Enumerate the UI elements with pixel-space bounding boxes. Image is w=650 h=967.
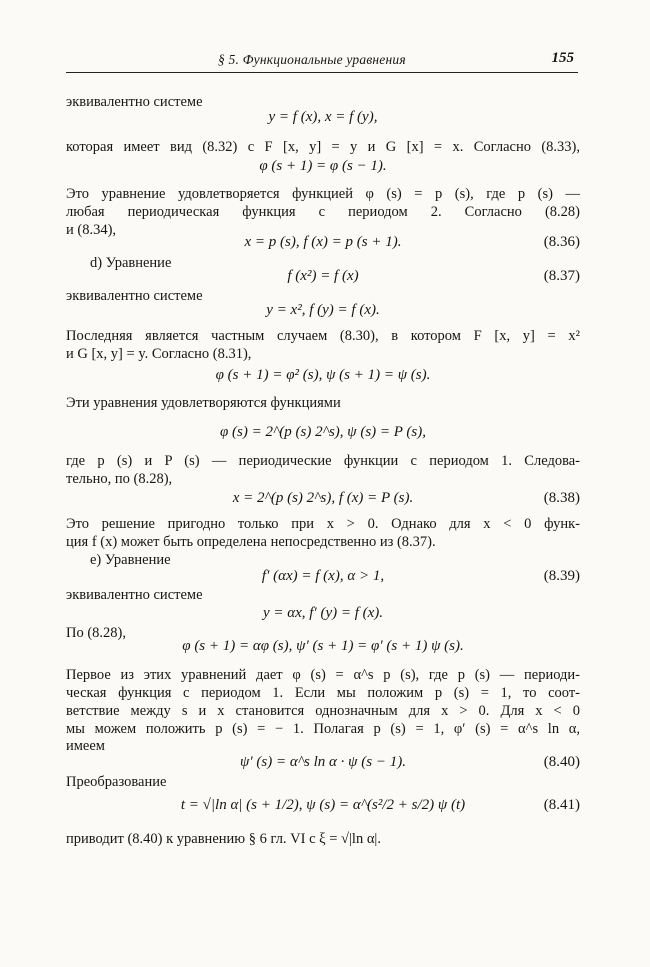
text-line: e) Уравнение — [90, 552, 171, 568]
formula-text: y = αx, f′ (y) = f (x). — [262, 605, 384, 621]
text-line: имеем — [66, 738, 105, 754]
formula — [66, 795, 580, 815]
formula-text: y = f (x), x = f (y), — [268, 109, 378, 125]
text-line: d) Уравнение — [90, 255, 172, 271]
formula-text: φ (s) = 2^(p (s) 2^s), ψ (s) = P (s), — [219, 424, 427, 440]
formula — [66, 156, 580, 176]
text-line: приводит (8.40) к уравнению § 6 гл. VI с ξ = √|ln α|. — [66, 831, 381, 847]
text-line: Первое из этих уравнений дает φ (s) = α^s p (s), где p (s) — периоди- — [66, 667, 580, 683]
page-number: 155 — [551, 50, 574, 66]
running-head: § 5. Функциональные уравнения — [218, 52, 406, 67]
formula-text: t = √|ln α| (s + 1/2), ψ (s) = α^(s²/2 + s/2) ψ (t) — [180, 797, 466, 813]
text-line: ция f (x) может быть определена непосредственно из (8.37). — [66, 534, 436, 550]
formula — [66, 300, 580, 320]
text-line: тельно, по (8.28), — [66, 471, 173, 487]
text-line: эквивалентно системе — [66, 94, 203, 110]
formula — [66, 636, 580, 656]
formula — [66, 566, 580, 586]
formula-text: x = p (s), f (x) = p (s + 1). — [244, 234, 402, 250]
equation-number: (8.38) — [543, 490, 580, 506]
equation-number: (8.40) — [543, 754, 580, 770]
text-line: Это уравнение удовлетворяется функцией φ (s) = p (s), где p (s) — — [66, 186, 580, 202]
equation-number: (8.37) — [543, 268, 580, 284]
text-line: любая периодическая функция с периодом 2. Согласно (8.28) — [66, 204, 580, 220]
formula — [66, 603, 580, 623]
text-line: эквивалентно системе — [66, 587, 203, 603]
formula-text: y = x², f (y) = f (x). — [266, 302, 380, 318]
text-line: Эти уравнения удовлетворяются функциями — [66, 395, 341, 411]
text-line: ческая функция с периодом 1. Если мы положим p (s) = 1, то соот- — [66, 685, 580, 701]
formula-text: φ (s + 1) = φ² (s), ψ (s + 1) = ψ (s). — [215, 367, 431, 383]
formula-text: φ (s + 1) = φ (s − 1). — [259, 158, 387, 174]
equation-number: (8.36) — [543, 234, 580, 250]
text-line: Преобразование — [66, 774, 167, 790]
equation-number: (8.41) — [543, 797, 580, 813]
formula — [66, 488, 580, 508]
formula-text: φ (s + 1) = αφ (s), ψ′ (s + 1) = φ′ (s + 1) ψ (s). — [182, 638, 464, 654]
text-line: где p (s) и P (s) — периодические функции с периодом 1. Следова- — [66, 453, 580, 469]
formula — [66, 365, 580, 385]
formula-text: f′ (αx) = f (x), α > 1, — [261, 568, 385, 584]
formula — [66, 422, 580, 442]
text-line: Последняя является частным случаем (8.30), в котором F [x, y] = x² — [66, 328, 580, 344]
text-line: мы можем положить p (s) = − 1. Полагая p (s) = 1, φ′ (s) = α^s ln α, — [66, 721, 580, 737]
page-header — [66, 50, 578, 73]
formula — [66, 107, 580, 127]
formula — [66, 752, 580, 772]
equation-number: (8.39) — [543, 568, 580, 584]
formula-text: ψ′ (s) = α^s ln α · ψ (s − 1). — [240, 754, 406, 770]
formula-text: f (x²) = f (x) — [287, 268, 359, 284]
formula-text: x = 2^(p (s) 2^s), f (x) = P (s). — [232, 490, 414, 506]
text-line: которая имеет вид (8.32) с F [x, y] = y и G [x] = x. Согласно (8.33), — [66, 139, 580, 155]
formula — [66, 266, 580, 286]
text-line: По (8.28), — [66, 625, 127, 641]
text-line: Это решение пригодно только при x > 0. Однако для x < 0 функ- — [66, 516, 580, 532]
text-line: и G [x, y] = y. Согласно (8.31), — [66, 346, 252, 362]
formula — [66, 232, 580, 252]
text-line: ветствие между s и x становится однозначным для x > 0. Для x < 0 — [66, 703, 580, 719]
text-line: эквивалентно системе — [66, 288, 203, 304]
text-line: и (8.34), — [66, 222, 117, 238]
